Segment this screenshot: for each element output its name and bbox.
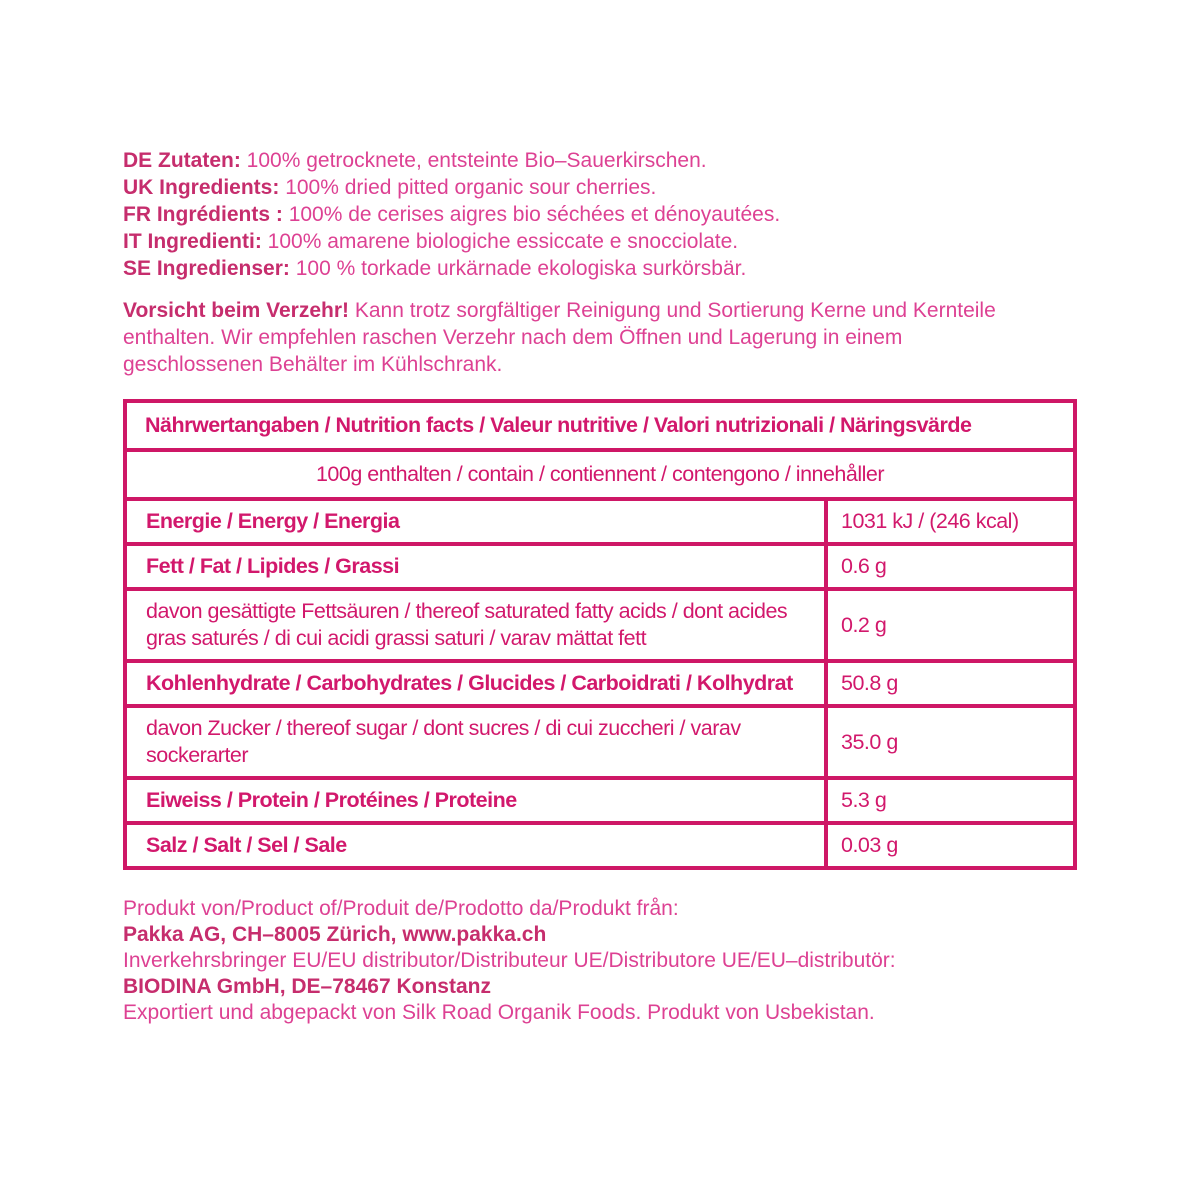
ingredients-line-fr	[123, 201, 1077, 228]
ingredients-line-it	[123, 228, 1077, 255]
ingredients-label-uk: UK Ingredients:	[123, 176, 280, 199]
row-saturated-fat-value: 0.2 g	[841, 612, 887, 637]
producer-line: Pakka AG, CH–8005 Zürich, www.pakka.ch	[123, 923, 547, 946]
table-row	[127, 497, 1073, 542]
table-row	[127, 659, 1073, 704]
table-row	[127, 704, 1073, 776]
nutrition-table-title: Nährwertangaben / Nutrition facts / Valeur nutritive / Valori nutrizionali / Näringsvärde	[145, 413, 972, 437]
ingredients-label-fr: FR Ingrédients :	[123, 203, 283, 226]
table-row	[127, 542, 1073, 587]
ingredients-text-se: 100 % torkade urkärnade ekologiska surkörsbär.	[295, 257, 747, 280]
row-fat-label: Fett / Fat / Lipides / Grassi	[127, 546, 828, 587]
row-salt-value: 0.03 g	[841, 833, 898, 857]
row-sugar-label: davon Zucker / thereof sugar / dont sucres / di cui zuccheri / varav sockerarter	[127, 708, 828, 776]
ingredients-line-se	[123, 255, 1077, 282]
row-saturated-fat-label: davon gesättigte Fettsäuren / thereof saturated fatty acids / dont acides gras saturés / di cui acidi grassi saturi / varav mättat fett	[127, 591, 828, 659]
row-salt-label: Salz / Salt / Sel / Sale	[127, 825, 828, 866]
table-row	[127, 587, 1073, 659]
row-energy-value: 1031 kJ / (246 kcal)	[841, 509, 1019, 533]
producer-distributor-block	[123, 896, 1077, 1026]
ingredients-label-it: IT Ingredienti:	[123, 230, 262, 253]
nutrition-table-title-row	[127, 403, 1073, 448]
row-fat-value: 0.6 g	[841, 554, 887, 578]
row-energy-label: Energie / Energy / Energia	[127, 501, 828, 542]
ingredients-label-se: SE Ingredienser:	[123, 257, 290, 280]
ingredients-line-uk	[123, 174, 1077, 201]
ingredients-text-uk: 100% dried pitted organic sour cherries.	[285, 176, 657, 199]
table-row	[127, 821, 1073, 866]
warning-label: Vorsicht beim Verzehr!	[123, 299, 350, 322]
nutrition-table-subtitle: 100g enthalten / contain / contiennent / contengono / innehåller	[315, 462, 885, 486]
warning-text: Kann trotz sorgfältiger Reinigung und Sortierung Kerne und Kernteile enthalten. Wir empfehlen raschen Verzehr nach dem Öffnen und Lagerung in einem geschlossenen Behälter im Kühlschrank.	[123, 299, 996, 376]
distributor-line: BIODINA GmbH, DE–78467 Konstanz	[123, 975, 491, 998]
export-origin-line: Exportiert und abgepackt von Silk Road Organik Foods. Produkt von Usbekistan.	[123, 1001, 875, 1024]
nutrition-table-subtitle-row	[127, 448, 1073, 497]
consumption-warning	[123, 297, 1043, 378]
row-carbohydrates-value: 50.8 g	[841, 671, 898, 695]
row-protein-label: Eiweiss / Protein / Protéines / Proteine	[127, 780, 828, 821]
ingredients-text-it: 100% amarene biologiche essiccate e snocciolate.	[267, 230, 739, 253]
nutrition-table	[123, 399, 1077, 870]
ingredients-text-fr: 100% de cerises aigres bio séchées et dénoyautées.	[288, 203, 781, 226]
table-row	[127, 776, 1073, 821]
row-protein-value: 5.3 g	[841, 788, 887, 812]
ingredients-text-de: 100% getrocknete, entsteinte Bio–Sauerkirschen.	[246, 149, 707, 172]
ingredients-line-de	[123, 147, 1077, 174]
label-page	[123, 147, 1077, 1026]
row-sugar-value: 35.0 g	[841, 729, 898, 754]
product-of-line: Produkt von/Product of/Produit de/Prodotto da/Produkt från:	[123, 897, 679, 920]
distributor-intro-line: Inverkehrsbringer EU/EU distributor/Distributeur UE/Distributore UE/EU–distributör:	[123, 949, 896, 972]
ingredients-label-de: DE Zutaten:	[123, 149, 241, 172]
ingredients-block	[123, 147, 1077, 282]
row-carbohydrates-label: Kohlenhydrate / Carbohydrates / Glucides / Carboidrati / Kolhydrat	[127, 663, 828, 704]
